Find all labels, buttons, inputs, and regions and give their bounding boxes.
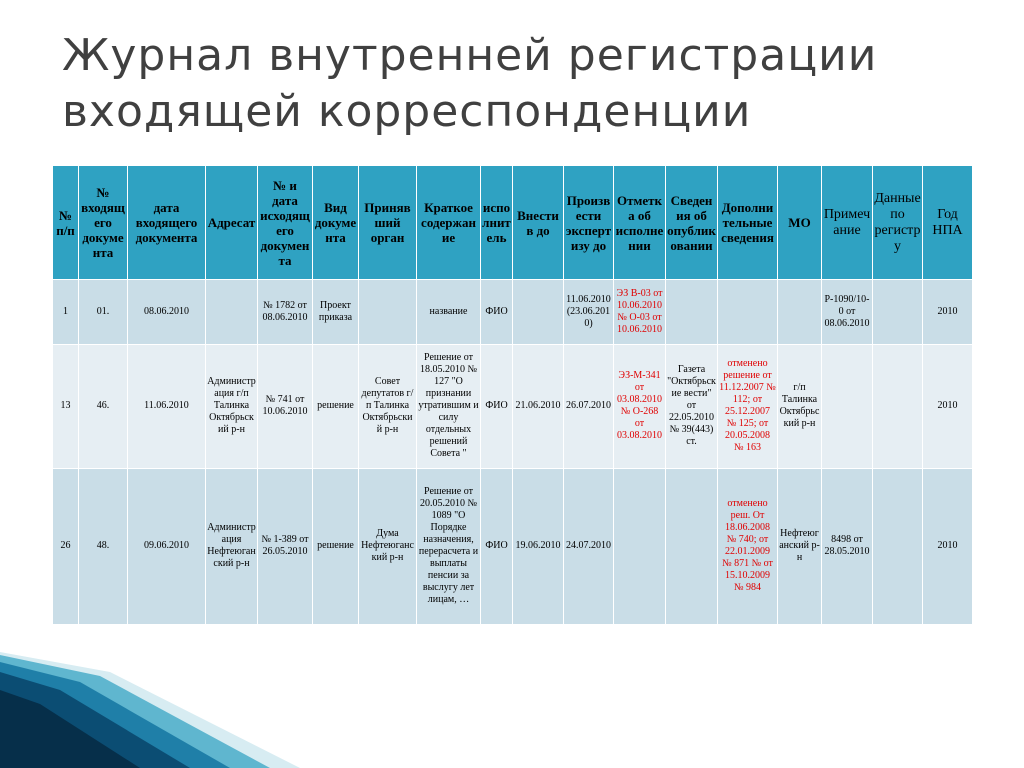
cell-extra [718,280,778,345]
cell-executor: ФИО [481,280,513,345]
cell-number: 13 [53,345,79,468]
header-cell: МО [778,166,822,280]
header-cell: Произвести экспертизу до [564,166,614,280]
page-title [62,28,1002,140]
header-cell: Отметка об исполнении [614,166,666,280]
cell-executor: ФИО [481,345,513,468]
cell-mo: г/п Талинка Октябрьский р-н [778,345,822,468]
header-cell: № входящего документа [79,166,128,280]
cell-number: 1 [53,280,79,345]
header-cell: № и дата исходящего документа [258,166,313,280]
title-line-1: Журнал внутренней регистрации [62,30,878,81]
cell-incoming-number: 01. [79,280,128,345]
cell-expert-by: 11.06.2010 (23.06.2010) [564,280,614,345]
cell-publication [666,280,718,345]
cell-enter-by: 19.06.2010 [513,468,564,624]
cell-enter-by: 21.06.2010 [513,345,564,468]
cell-expert-by: 24.07.2010 [564,468,614,624]
header-cell: Дополнительные сведения [718,166,778,280]
cell-outgoing-number: № 1-389 от 26.05.2010 [258,468,313,624]
cell-summary: Решение от 18.05.2010 № 127 "О признании утратившим и силу отдельных решений Совета " [417,345,481,468]
header-cell: Внести в до [513,166,564,280]
cell-outgoing-number: № 741 от 10.06.2010 [258,345,313,468]
cell-note: 8498 от 28.05.2010 [822,468,873,624]
table-row [53,280,973,345]
cell-note [822,345,873,468]
cell-summary: Решение от 20.05.2010 № 1089 "О Порядке назначения, перерасчета и выплаты пенсии за выслугу лет лицам, … [417,468,481,624]
cell-year: 2010 [923,280,973,345]
cell-mo: Нефтеюганский р-н [778,468,822,624]
cell-exec-mark: ЭЗ В-03 от 10.06.2010 № О-03 от 10.06.2010 [614,280,666,345]
header-cell: Год НПА [923,166,973,280]
cell-registry [873,280,923,345]
header-cell: Примечание [822,166,873,280]
cell-extra: отменено реш. От 18.06.2008 № 740; от 22.01.2009 № 871 № от 15.10.2009 № 984 [718,468,778,624]
cell-year: 2010 [923,468,973,624]
cell-executor: ФИО [481,468,513,624]
cell-outgoing-number: № 1782 от 08.06.2010 [258,280,313,345]
header-cell: Адресат [206,166,258,280]
cell-doc-type: Проект приказа [313,280,359,345]
cell-incoming-number: 48. [79,468,128,624]
title-line-2: входящей корреспонденции [62,86,752,137]
header-cell: исполнитель [481,166,513,280]
cell-publication [666,468,718,624]
cell-organ: Совет депутатов г/п Талинка Октябрьский р-н [359,345,417,468]
cell-incoming-date: 08.06.2010 [128,280,206,345]
cell-exec-mark [614,468,666,624]
cell-addressee: Администрация г/п Талинка Октябрьский р-н [206,345,258,468]
header-cell: Сведения об опубликовании [666,166,718,280]
cell-publication: Газета "Октябрьские вести" от 22.05.2010 № 39(443) ст. [666,345,718,468]
cell-exec-mark: ЭЗ-М-341 от 03.08.2010 № О-268 от 03.08.2010 [614,345,666,468]
cell-doc-type: решение [313,468,359,624]
header-cell: Краткое содержание [417,166,481,280]
cell-incoming-date: 11.06.2010 [128,345,206,468]
cell-enter-by [513,280,564,345]
header-cell: Вид документа [313,166,359,280]
cell-organ: Дума Нефтеюганский р-н [359,468,417,624]
header-cell: дата входящего документа [128,166,206,280]
cell-extra: отменено решение от 11.12.2007 № 112; от 25.12.2007 № 125; от 20.05.2008 № 163 [718,345,778,468]
header-cell: Принявший орган [359,166,417,280]
table-header-row [53,166,973,280]
cell-doc-type: решение [313,345,359,468]
cell-number: 26 [53,468,79,624]
cell-year: 2010 [923,345,973,468]
cell-registry [873,345,923,468]
table-row [53,345,973,468]
table-row [53,468,973,624]
cell-expert-by: 26.07.2010 [564,345,614,468]
cell-incoming-number: 46. [79,345,128,468]
cell-registry [873,468,923,624]
cell-organ [359,280,417,345]
cell-incoming-date: 09.06.2010 [128,468,206,624]
header-cell: № п/п [53,166,79,280]
cell-addressee: Администрация Нефтеюганский р-н [206,468,258,624]
cell-summary: название [417,280,481,345]
cell-mo [778,280,822,345]
cell-addressee [206,280,258,345]
registration-journal-table [52,165,973,625]
header-cell: Данные по регистру [873,166,923,280]
cell-note: Р-1090/10-0 от 08.06.2010 [822,280,873,345]
